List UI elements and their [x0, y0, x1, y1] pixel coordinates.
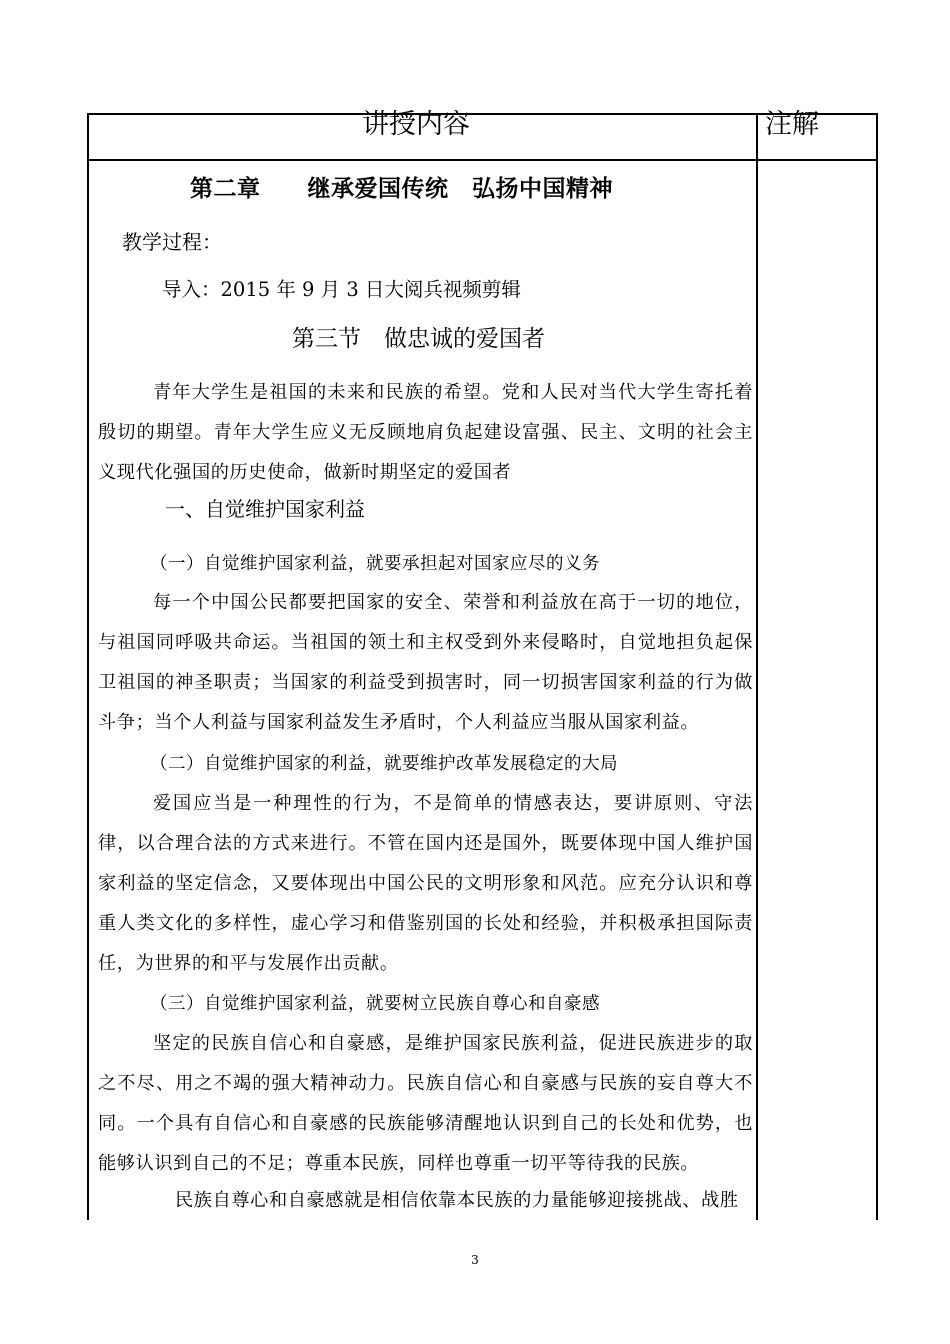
teaching-process-label: 教学过程： [122, 230, 222, 254]
paragraph-2: 每一个中国公民都要把国家的安全、荣誉和利益放在高于一切的地位，与祖国同呼吸共命运。当祖国的领土和主权受到外来侵略时，自觉地担负起保卫祖国的神圣职责；当国家的利益受到损害时，同一切损害国家利益的行为做斗争；当个人利益与国家利益发生矛盾时，个人利益应当服从国家利益。 [98, 592, 753, 733]
heading-1: 一、自觉维护国家利益 [165, 497, 365, 521]
paragraph-1: 青年大学生是祖国的未来和民族的希望。党和人民对当代大学生寄托着殷切的期望。青年大学生应义无反顾地肩负起建设富强、民主、文明的社会主义现代化强国的历史使命，做新时期坚定的爱国者 [98, 382, 753, 483]
table-left-border [87, 113, 89, 1220]
paragraph-4: 坚定的民族自信心和自豪感，是维护国家民族利益，促进民族进步的取之不尽、用之不竭的强大精神动力。民族自信心和自豪感与民族的妄自尊大不同。一个具有自信心和自豪感的民族能够清醒地认识到自己的长处和优势，也能够认识到自己的不足；尊重本民族，同样也尊重一切平等待我的民族。 [98, 1033, 753, 1174]
header-note-label: 注解 [765, 109, 819, 140]
subheading-3: （三）自觉维护国家利益，就要树立民族自尊心和自豪感 [150, 994, 600, 1014]
header-bottom-border [87, 159, 878, 161]
paragraph-3: 爱国应当是一种理性的行为，不是简单的情感表达，要讲原则、守法律，以合理合法的方式来进行。不管在国内还是国外，既要体现中国人维护国家利益的坚定信念，又要体现出中国公民的文明形象和风范。应充分认识和尊重人类文化的多样性，虚心学习和借鉴别国的长处和经验，并积极承担国际责任，为世界的和平与发展作出贡献。 [98, 793, 753, 974]
page-number: 3 [471, 1253, 479, 1267]
table-top-border [87, 113, 878, 115]
column-divider [756, 113, 758, 1220]
paragraph-5: 民族自尊心和自豪感就是相信依靠本民族的力量能够迎接挑战、战胜 [175, 1190, 739, 1211]
intro-line: 导入：2015 年 9 月 3 日大阅兵视频剪辑 [162, 278, 521, 301]
subheading-2: （二）自觉维护国家的利益，就要维护改革发展稳定的大局 [150, 754, 618, 774]
subheading-1: （一）自觉维护国家利益，就要承担起对国家应尽的义务 [150, 554, 600, 574]
chapter-title: 第二章 继承爱国传统 弘扬中国精神 [190, 176, 613, 202]
header-content-label: 讲授内容 [362, 109, 470, 140]
section-title: 第三节 做忠诚的爱国者 [292, 326, 545, 352]
table-right-border [876, 113, 878, 1220]
